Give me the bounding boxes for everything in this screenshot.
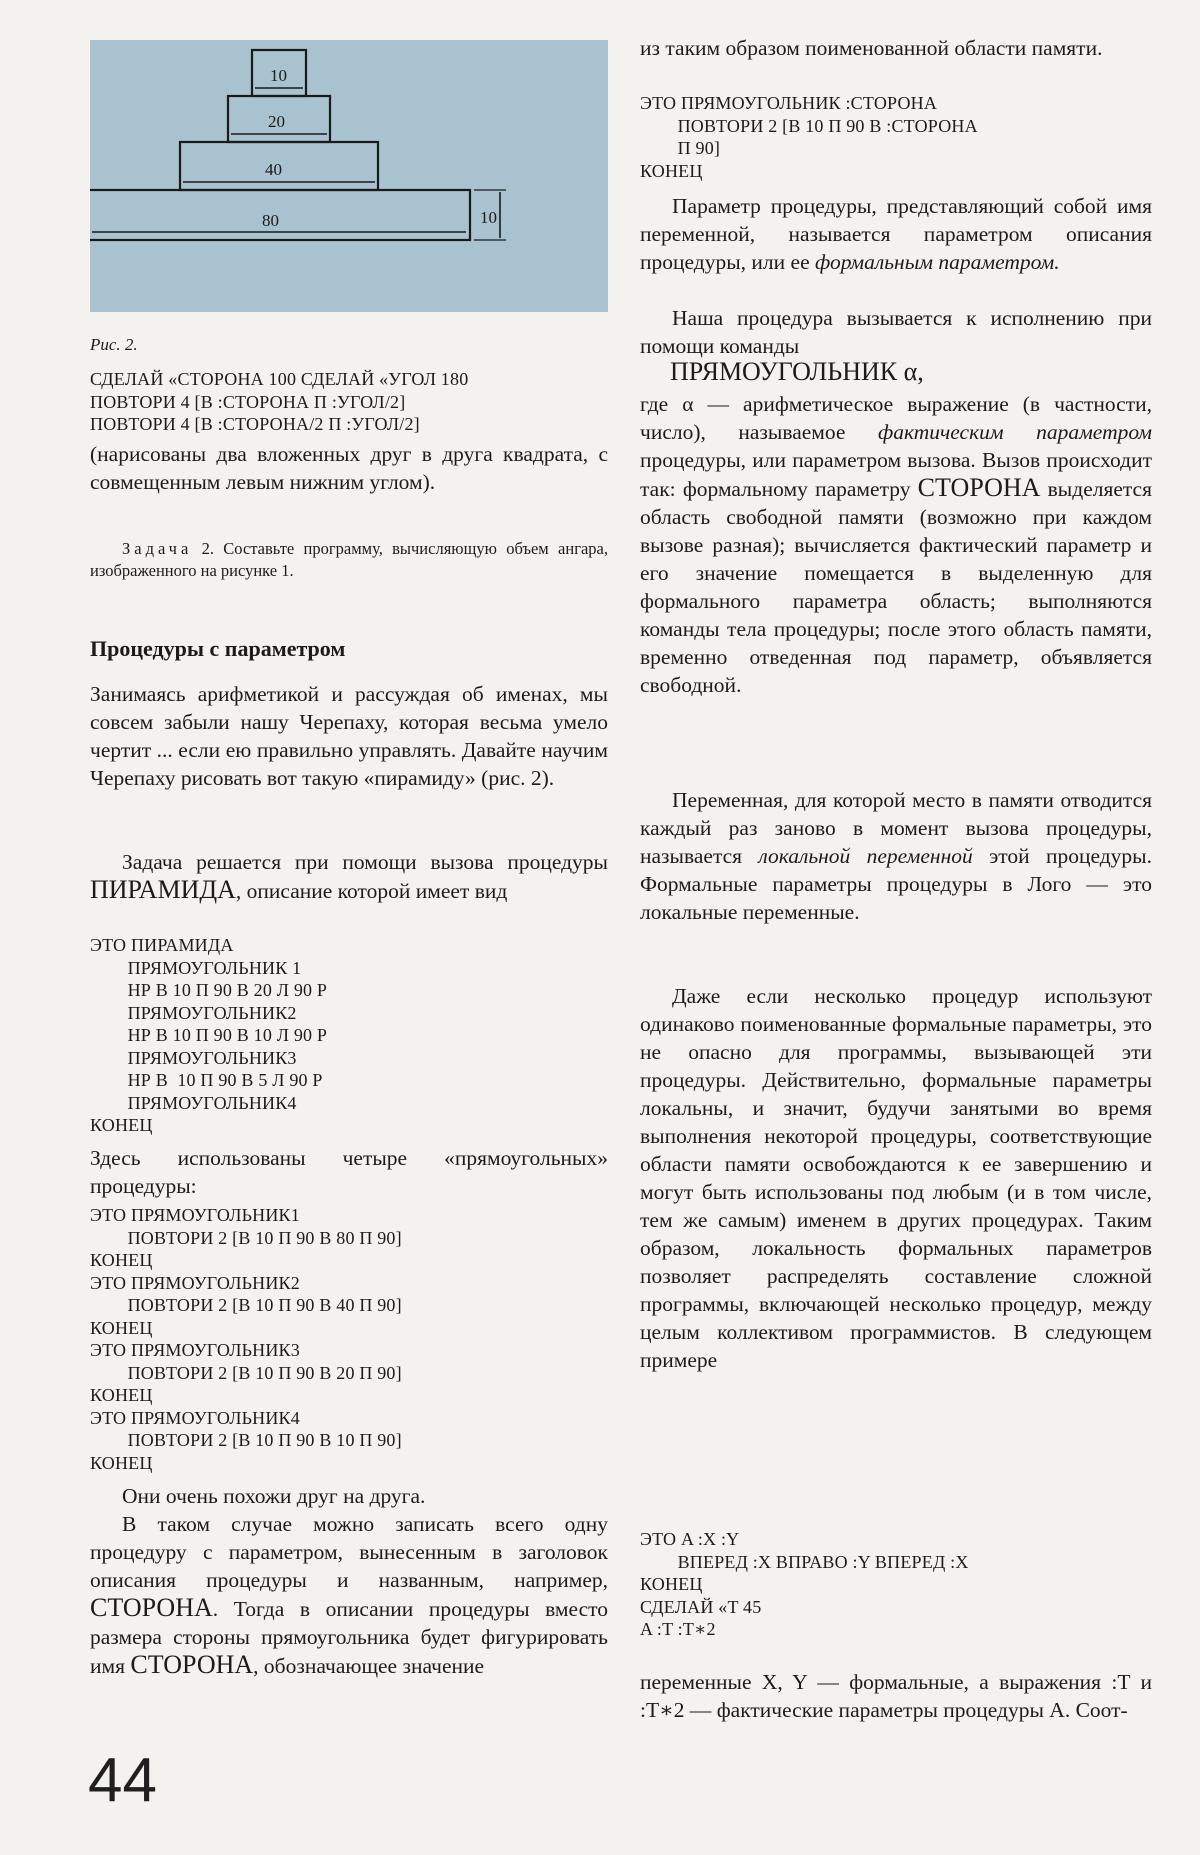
label-40: 40: [265, 160, 282, 179]
para-similar: Они очень похожи друг на друга.: [122, 1484, 426, 1508]
para-locality: Даже если несколько процедур используют одинаково поименованные формальные параметры, это не опасно для программы, вызывающей эти процедуры. Действительно, формальные параметры локальны, и значит, будучи занятыми во время выполнения некоторой процедуры, соответствующие области памяти освобождаются к ее завершению и могут быть использованы под любым (и в том числе, тем же самым) именем в других процедурах. Таким образом, локальность формальных параметров позволяет распределять составление сложной программы, включающей несколько процедур, между целым коллективом программистов. В следующем примере: [640, 984, 1152, 1372]
para-memory-area: из таким образом поименованной области памяти.: [640, 36, 1103, 60]
code-rectangles: ЭТО ПРЯМОУГОЛЬНИК1 ПОВТОРИ 2 [В 10 П 90 В 80 П 90] КОНЕЦ ЭТО ПРЯМОУГОЛЬНИК2 ПОВТОРИ 2 [В 10 П 90 В 40 П 90] КОНЕЦ ЭТО ПРЯМОУГОЛЬНИК3 ПОВТОРИ 2 [В 10 П 90 В 20 П 90] КОНЕЦ ЭТО ПРЯМОУГОЛЬНИК4 ПОВТОРИ 2 [В 10 П 90 В 10 П 90] КОНЕЦ: [90, 1205, 402, 1473]
pyramid-drawing: [90, 40, 608, 312]
task-text: 2. Составьте программу, вычисляющую объем ангара, изображенного на рисунке 1.: [90, 539, 608, 580]
task-label: Задача: [122, 539, 193, 558]
para-nested-squares: (нарисованы два вложенных друг в друга квадрата, с совмещенным левым нижним углом).: [90, 442, 608, 494]
label-20: 20: [268, 112, 285, 131]
para-four-procedures: Здесь использованы четыре «прямоугольных» процедуры:: [90, 1146, 608, 1198]
code-rectangle-param: ЭТО ПРЯМОУГОЛЬНИК :СТОРОНА ПОВТОРИ 2 [В 10 П 90 В :СТОРОНА П 90] КОНЕЦ: [640, 93, 978, 181]
label-80: 80: [262, 211, 279, 230]
para-actual-parameter: где α — арифметическое выражение (в частности, число), называемое фактическим параметром процедуры, или параметром вызова. Вызов происходит так: формальному параметру СТОРОНА выделяется область свободной памяти (возможно при каждом вызове разная); вычисляется фактический параметр и его значение помещается в выделенную для формального параметра область; выполняются команды тела процедуры; после этого область памяти, временно отведенная под параметр, объявляется свободной.: [640, 392, 1152, 697]
term-formal-parameter: формальным параметром.: [814, 250, 1060, 274]
para-variables: переменные X, Y — формальные, а выражения :T и :T∗2 — фактические параметры процедуры A. Соот-: [640, 1670, 1152, 1722]
term-local-variable: локальной переменной: [758, 844, 973, 868]
code-pyramid: ЭТО ПИРАМИДА ПРЯМОУГОЛЬНИК 1 НР В 10 П 90 В 20 Л 90 Р ПРЯМОУГОЛЬНИК2 НР В 10 П 90 В 10 Л 90 Р ПРЯМОУГОЛЬНИК3 НР В 10 П 90 В 5 Л 90 Р ПРЯМОУГОЛЬНИК4 КОНЕЦ: [90, 935, 328, 1135]
page-number: 44: [88, 1746, 157, 1815]
call-command: ПРЯМОУГОЛЬНИК α,: [670, 357, 924, 386]
term-actual-parameter: фактическим параметром: [877, 420, 1152, 444]
figure-caption: Рис. 2.: [90, 335, 138, 354]
section-heading: Процедуры с параметром: [90, 636, 346, 661]
para-formal-parameter: Параметр процедуры, представляющий собой имя переменной, называется параметром описания процедуры, или ее формальным параметром.: [640, 194, 1152, 274]
label-10: 10: [270, 66, 287, 85]
pyramid-name: ПИРАМИДА: [90, 875, 236, 904]
para-call: Наша процедура вызывается к исполнению при помощи команды: [640, 306, 1152, 358]
para-turtle: Занимаясь арифметикой и рассуждая об именах, мы совсем забыли нашу Черепаху, которая весьма умело чертит ... если ею правильно управлять. Давайте научим Черепаху рисовать вот такую «пирамиду» (рис. 2).: [90, 682, 608, 790]
figure-background: [90, 40, 608, 312]
para-one-procedure: В таком случае можно записать всего одну процедуру с параметром, вынесенным в заголовок описания процедуры и названным, например, СТОРОНА. Тогда в описании процедуры вместо размера стороны прямоугольника будет фигурировать имя СТОРОНА, обозначающее значение: [90, 1512, 608, 1679]
code-squares: СДЕЛАЙ «СТОРОНА 100 СДЕЛАЙ «УГОЛ 180 ПОВТОРИ 4 [В :СТОРОНА П :УГОЛ/2] ПОВТОРИ 4 [В :СТОРОНА/2 П :УГОЛ/2]: [90, 369, 469, 434]
storona-name-1: СТОРОНА: [90, 1593, 213, 1622]
task-2: [90, 538, 608, 582]
para-pyramid-call: Задача решается при помощи вызова процедуры ПИРАМИДА, описание которой имеет вид: [90, 850, 608, 904]
pyramid-figure: [90, 40, 608, 312]
storona-name-3: СТОРОНА: [917, 473, 1041, 502]
para-local-variable: Переменная, для которой место в памяти отводится каждый раз заново в момент вызова процедуры, называется локальной переменной этой процедуры. Формальные параметры процедуры в Лого — это локальные переменные.: [640, 788, 1152, 924]
code-procedure-a: ЭТО A :X :Y ВПЕРЕД :X ВПРАВО :Y ВПЕРЕД :X КОНЕЦ СДЕЛАЙ «T 45 A :T :T∗2: [640, 1529, 969, 1639]
label-height: 10: [480, 208, 497, 227]
storona-name-2: СТОРОНА: [130, 1650, 254, 1679]
